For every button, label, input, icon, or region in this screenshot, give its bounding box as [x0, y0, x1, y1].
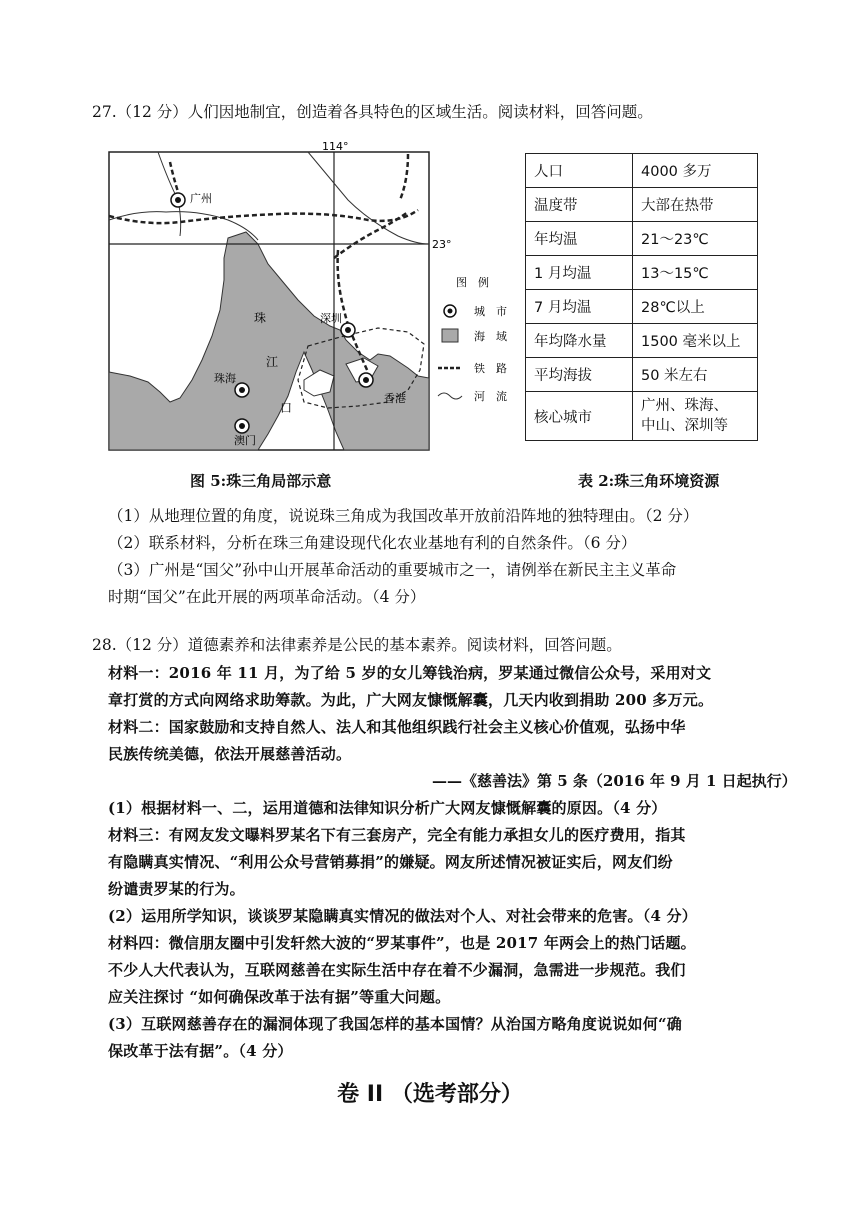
table-row [526, 290, 758, 324]
q28-part-3-line-2: 保改革于法有据”。（4 分） [108, 1042, 293, 1060]
q28-material-1-line-1: 材料一：2016 年 11 月，为了给 5 岁的女儿筹钱治病，罗某通过微信公众号，采用对文 [108, 664, 712, 682]
legend-river-icon [438, 393, 462, 399]
map-legend [438, 275, 507, 403]
lon-label: 114° [322, 140, 349, 153]
table-row [526, 358, 758, 392]
lat-label: 23° [432, 238, 452, 251]
city-marker-zhuhai [235, 383, 249, 397]
q27-part-1: （1）从地理位置的角度，说说珠三角成为我国改革开放前沿阵地的独特理由。（2 分） [108, 507, 699, 525]
city-marker-guangzhou [171, 193, 185, 207]
table-key: 人口 [526, 154, 633, 188]
q28-part-1: (1）根据材料一、二，运用道德和法律知识分析广大网友慷慨解囊的原因。（4 分） [108, 799, 667, 817]
table-value: 大部在热带 [633, 188, 758, 222]
table-value: 13～15℃ [633, 256, 758, 290]
legend-railway: 铁 路 [474, 362, 507, 375]
q28-material-4-line-1: 材料四：微信朋友圈中引发轩然大波的“罗某事件”，也是 2017 年两会上的热门话题。 [108, 934, 696, 952]
q28-part-3-line-1: (3）互联网慈善存在的漏洞体现了我国怎样的基本国情？从治国方略角度说说如何“确 [108, 1015, 682, 1033]
river-char-3: 口 [280, 401, 293, 415]
table-row [526, 222, 758, 256]
environment-table [525, 153, 758, 441]
q27-part-2: （2）联系材料，分析在珠三角建设现代化农业基地有利的自然条件。（6 分） [108, 534, 637, 552]
q28-material-3-line-3: 纷谴责罗某的行为。 [108, 880, 245, 898]
q28-heading: 28.（12 分）道德素养和法律素养是公民的基本素养。阅读材料，回答问题。 [92, 636, 622, 654]
table-value: 1500 毫米以上 [633, 324, 758, 358]
table-row [526, 392, 758, 441]
table-row [526, 188, 758, 222]
q27-part-3-line-1: （3）广州是“国父”孙中山开展革命活动的重要城市之一，请例举在新民主主义革命 [108, 561, 677, 579]
table-value-line-2: 中山、深圳等 [641, 418, 728, 434]
city-label-shenzhen: 深圳 [320, 312, 342, 325]
table-value [633, 392, 758, 441]
section-title: 卷 II （选考部分） [337, 1082, 523, 1107]
figure-caption: 图 5:珠三角局部示意 [190, 472, 332, 490]
table-key: 核心城市 [526, 392, 633, 441]
table-value: 21～23℃ [633, 222, 758, 256]
table-caption: 表 2:珠三角环境资源 [578, 472, 720, 490]
q28-material-1-line-2: 章打赏的方式向网络求助筹款。为此，广大网友慷慨解囊，几天内收到捐助 200 多万元。 [108, 691, 714, 709]
table-key: 年均温 [526, 222, 633, 256]
legend-city: 城 市 [474, 305, 507, 318]
table-value: 28℃以上 [633, 290, 758, 324]
q28-material-4-line-2: 不少人大代表认为，互联网慈善在实际生活中存在着不少漏洞，急需进一步规范。我们 [108, 961, 686, 979]
q28-material-2-line-1: 材料二：国家鼓励和支持自然人、法人和其他组织践行社会主义核心价值观，弘扬中华 [108, 718, 686, 736]
q28-part-2: (2）运用所学知识，谈谈罗某隐瞒真实情况的做法对个人、对社会带来的危害。（4 分） [108, 907, 697, 925]
table-value: 4000 多万 [633, 154, 758, 188]
legend-river: 河 流 [474, 390, 507, 403]
city-marker-shenzhen [341, 323, 355, 337]
q28-material-2-line-2: 民族传统美德，依法开展慈善活动。 [108, 745, 352, 763]
table-key: 7 月均温 [526, 290, 633, 324]
pearl-river-delta-map [108, 140, 518, 452]
table-row [526, 154, 758, 188]
table-row [526, 256, 758, 290]
q28-material-4-line-3: 应关注探讨 “如何确保改革于法有据”等重大问题。 [108, 988, 451, 1006]
table-value: 50 米左右 [633, 358, 758, 392]
q27-heading: 27.（12 分）人们因地制宜，创造着各具特色的区域生活。阅读材料，回答问题。 [92, 103, 653, 121]
table-row [526, 324, 758, 358]
q28-material-3-line-2: 有隐瞒真实情况、“利用公众号营销募捐”的嫌疑。网友所述情况被证实后，网友们纷 [108, 853, 673, 871]
table-key: 年均降水量 [526, 324, 633, 358]
q27-part-3-line-2: 时期“国父”在此开展的两项革命活动。（4 分） [108, 588, 426, 606]
city-label-guangzhou: 广州 [190, 192, 212, 205]
city-marker-macau [235, 419, 249, 433]
legend-sea: 海 域 [474, 330, 507, 343]
legend-sea-icon [442, 329, 458, 342]
city-label-hongkong: 香港 [384, 392, 406, 405]
q28-material-2-source: ——《慈善法》第 5 条（2016 年 9 月 1 日起执行） [432, 772, 797, 790]
city-label-macau: 澳门 [234, 434, 256, 447]
river-char-1: 珠 [254, 311, 267, 325]
city-marker-hongkong [359, 373, 373, 387]
legend-title: 图 例 [456, 276, 489, 289]
river-char-2: 江 [266, 355, 279, 369]
table-value-line-1: 广州、珠海、 [641, 398, 728, 414]
table-key: 平均海拔 [526, 358, 633, 392]
table-key: 温度带 [526, 188, 633, 222]
table-key: 1 月均温 [526, 256, 633, 290]
q28-material-3-line-1: 材料三：有网友发文曝料罗某名下有三套房产，完全有能力承担女儿的医疗费用，指其 [108, 826, 686, 844]
city-label-zhuhai: 珠海 [214, 372, 236, 385]
